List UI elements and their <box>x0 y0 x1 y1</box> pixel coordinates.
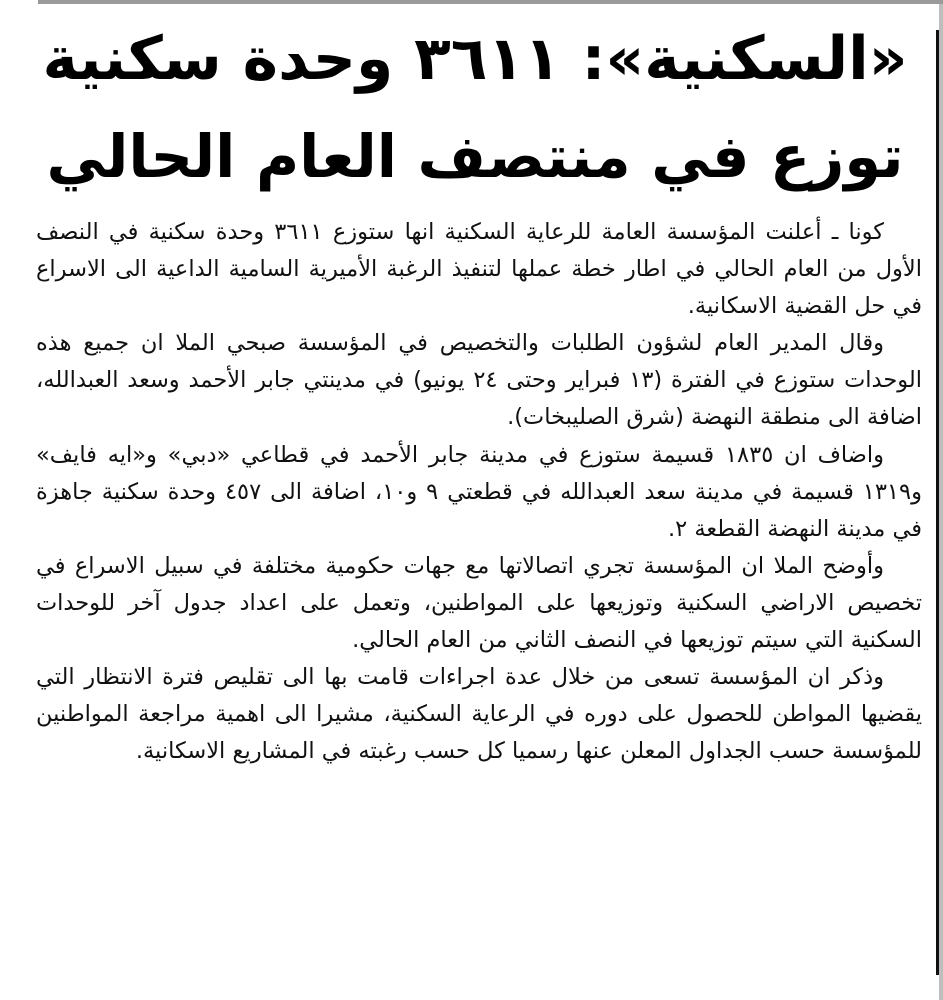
top-border-rule <box>38 0 943 4</box>
article-body <box>36 214 922 770</box>
headline-line-2: توزع في منتصف العام الحالي <box>46 122 904 191</box>
article-paragraph-2: وقال المدير العام لشؤون الطلبات والتخصيص في المؤسسة صبحي الملا ان جميع هذه الوحدات ستوزع في الفترة (١٣ فبراير وحتى ٢٤ يونيو) في مدينتي جابر الأحمد وسعد العبدالله، اضافة الى منطقة النهضة (شرق الصليبخات). <box>36 330 922 431</box>
headline <box>40 10 910 206</box>
article-paragraph-3: واضاف ان ١٨٣٥ قسيمة ستوزع في مدينة جابر الأحمد في قطاعي «دبي» و«ايه فايف» و١٣١٩ قسيمة في مدينة سعد العبدالله في قطعتي ٩ و١٠، اضافة الى ٤٥٧ وحدة سكنية جاهزة في مدينة النهضة القطعة ٢. <box>36 441 922 542</box>
right-border-rule <box>939 4 943 1000</box>
article-paragraph-5: وذكر ان المؤسسة تسعى من خلال عدة اجراءات قامت بها الى تقليص فترة الانتظار التي يقضيها المواطن للحصول على دوره في الرعاية السكنية، مشيرا الى اهمية مراجعة المواطنين للمؤسسة حسب الجداول المعلن عنها رسميا كل حسب رغبته في المشاريع الاسكانية. <box>36 664 922 765</box>
article-paragraph-1: كونا ـ أعلنت المؤسسة العامة للرعاية السكنية انها ستوزع ٣٦١١ وحدة سكنية في النصف الأول من العام الحالي في اطار خطة عملها لتنفيذ الرغبة الأميرية السامية الداعية الى الاسراع في حل القضية الاسكانية. <box>36 219 922 320</box>
headline-line-1: «السكنية»: ٣٦١١ وحدة سكنية <box>42 24 908 94</box>
column-rule <box>936 30 939 975</box>
article-paragraph-4: وأوضح الملا ان المؤسسة تجري اتصالاتها مع جهات حكومية مختلفة في سبيل الاسراع في تخصيص الاراضي السكنية وتوزيعها على المواطنين، وتعمل على اعداد جدول آخر للوحدات السكنية التي سيتم توزيعها في النصف الثاني من العام الحالي. <box>36 552 922 654</box>
